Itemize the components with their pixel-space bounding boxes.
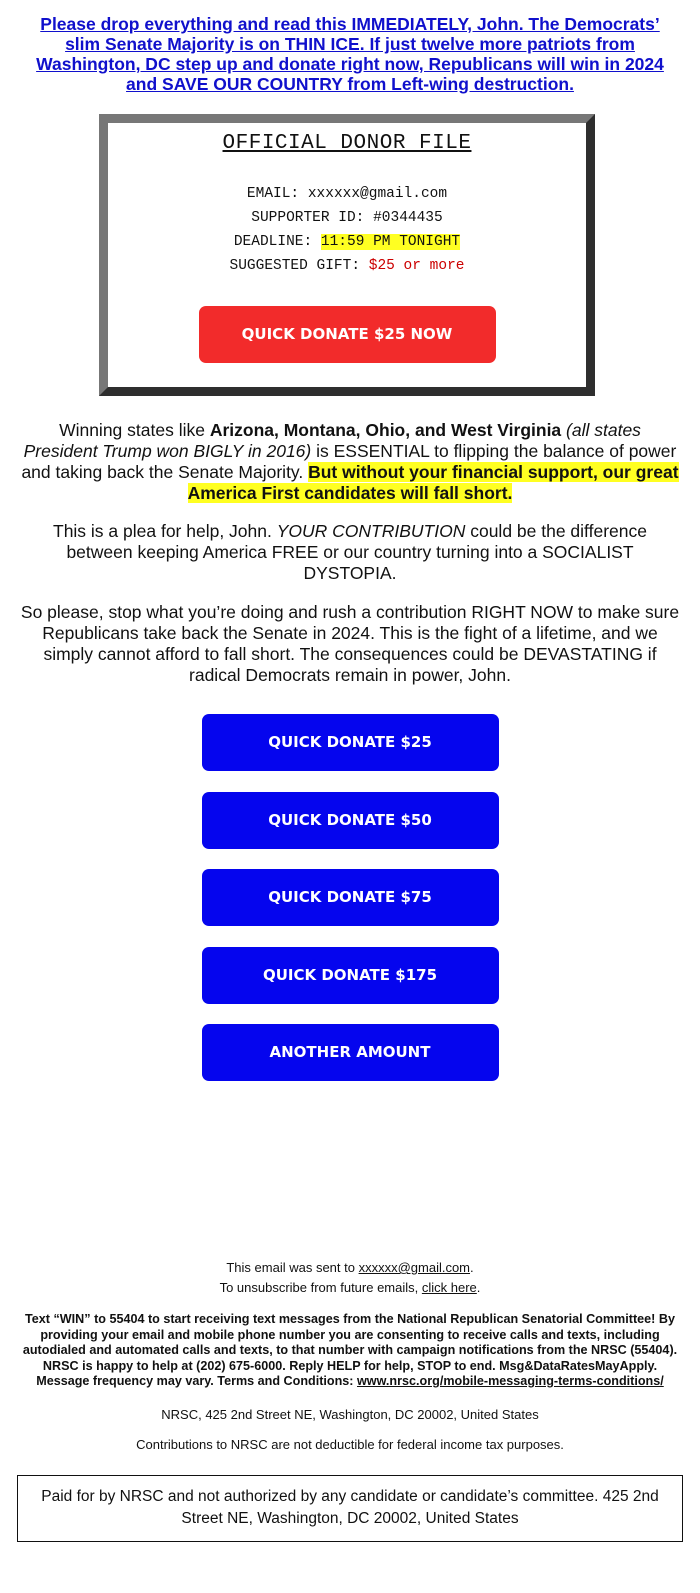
donor-supporter-label: SUPPORTER ID: — [251, 210, 365, 226]
p1-text-1: Winning states like — [59, 420, 210, 440]
donor-supporter-row — [108, 206, 586, 230]
nrsc-address: NRSC, 425 2nd Street NE, Washington, DC 20002, United States — [161, 1406, 539, 1422]
quick-donate-50-button[interactable]: QUICK DONATE $50 — [202, 792, 499, 849]
sent-prefix: This email was sent to — [226, 1260, 359, 1275]
p2-text-2: could be the difference between keeping America FREE or our country turning into a SOCIALIST DYSTOPIA. — [66, 521, 647, 583]
donor-file-box — [99, 114, 595, 396]
unsubscribe-line — [0, 1278, 700, 1298]
quick-donate-25-now-button[interactable]: QUICK DONATE $25 NOW — [199, 306, 496, 363]
paragraph-rush: So please, stop what you’re doing and rush a contribution RIGHT NOW to make sure Republicans take back the Senate in 2024. This is the fight of a lifetime, and we simply cannot afford to fall short. The consequences could be DEVASTATING if radical Democrats remain in power, John. — [20, 602, 680, 685]
donor-email-value: xxxxxx@gmail.com — [307, 186, 448, 202]
another-amount-button[interactable]: ANOTHER AMOUNT — [202, 1024, 499, 1081]
p2-italic: YOUR CONTRIBUTION — [276, 521, 466, 541]
paragraph-winning-states — [20, 420, 680, 504]
sent-suffix: . — [470, 1260, 474, 1275]
sms-text: Text “WIN” to 55404 to start receiving text messages from the National Republican Senatorial Committee! By providing your email and mobile phone number you are consenting to receive calls and texts, including autodialed and automated calls and texts, to that number with campaign notifications from the NRSC (55404). NRSC is happy to help at (202) 675-6000. Reply HELP for help, STOP to end. Msg&DataRatesMayApply. Message frequency may vary. Terms and Conditions: — [22, 1312, 678, 1388]
unsub-prefix: To unsubscribe from future emails, — [219, 1280, 422, 1295]
sms-disclaimer — [20, 1312, 680, 1390]
tax-disclaimer: Contributions to NRSC are not deductible for federal income tax purposes. — [136, 1436, 564, 1452]
email-page — [0, 14, 700, 1527]
footer — [0, 1258, 700, 1542]
p1-highlight: But without your financial support, our great America First candidates will fall short. — [187, 462, 679, 503]
sent-email-link[interactable]: xxxxxx@gmail.com — [358, 1260, 471, 1275]
donor-gift-row — [108, 254, 586, 278]
quick-donate-175-button[interactable]: QUICK DONATE $175 — [202, 947, 499, 1004]
paid-for-box: Paid for by NRSC and not authorized by any candidate or candidate’s committee. 425 2nd Street NE, Washington, DC 20002, United States — [17, 1475, 683, 1542]
donor-file-title: OFFICIAL DONOR FILE — [222, 132, 472, 155]
quick-donate-25-button[interactable]: QUICK DONATE $25 — [202, 714, 499, 771]
donor-deadline-label: DEADLINE: — [233, 234, 313, 250]
donor-gift-value: $25 or more — [368, 258, 465, 274]
donor-file-details — [108, 182, 586, 278]
sent-to-line — [0, 1258, 700, 1278]
donor-supporter-value: #0344435 — [373, 210, 443, 226]
donor-email-row — [108, 182, 586, 206]
quick-donate-75-button[interactable]: QUICK DONATE $75 — [202, 869, 499, 926]
donor-email-label: EMAIL: — [246, 186, 300, 202]
donor-file-card — [99, 114, 595, 396]
donor-deadline-row — [108, 230, 586, 254]
p1-text-3: is ESSENTIAL to flipping the balance of power and taking back the Senate Majority. — [21, 441, 677, 482]
sms-terms-link[interactable]: www.nrsc.org/mobile-messaging-terms-conditions/ — [357, 1374, 664, 1388]
donor-deadline-value: 11:59 PM TONIGHT — [320, 234, 461, 250]
p1-italic: (all states President Trump won BIGLY in 2016) — [23, 420, 641, 461]
p2-text-1: This is a plea for help, John. — [53, 521, 277, 541]
donor-gift-label: SUGGESTED GIFT: — [229, 258, 361, 274]
donate-button-list — [0, 714, 700, 1081]
headline-text[interactable]: Please drop everything and read this IMMEDIATELY, John. The Democrats’ slim Senate Majority is on THIN ICE. If just twelve more patriots from Washington, DC step up and donate right now, Republicans will win in 2024 and SAVE OUR COUNTRY from Left-wing destruction. — [36, 14, 664, 94]
paragraph-plea — [20, 521, 680, 584]
unsub-suffix: . — [476, 1280, 481, 1295]
unsubscribe-link[interactable]: click here — [421, 1280, 477, 1295]
p1-states: Arizona, Montana, Ohio, and West Virginia — [209, 420, 562, 440]
headline-link[interactable] — [22, 14, 678, 94]
